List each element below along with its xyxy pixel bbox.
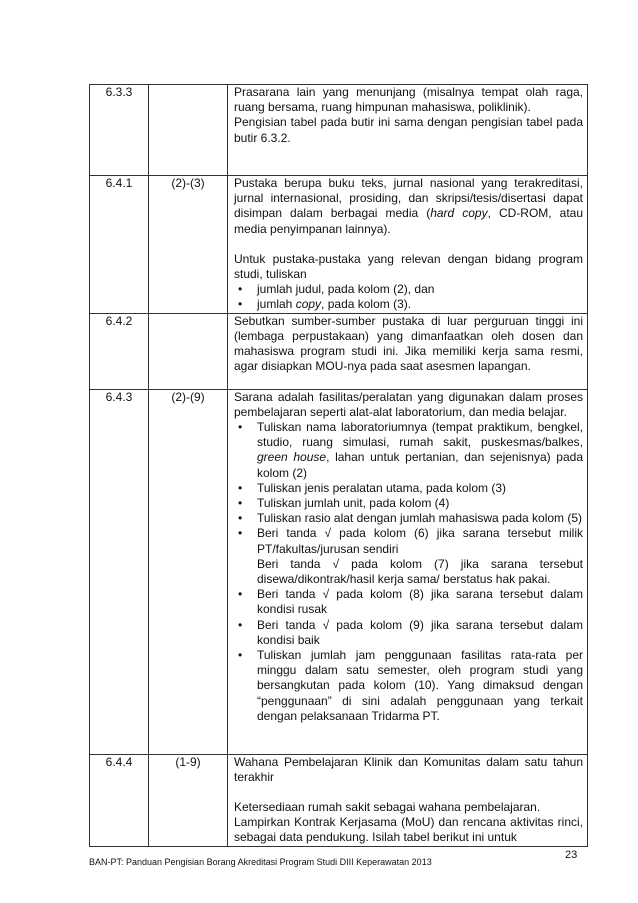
item-description bbox=[228, 754, 588, 846]
column-range: (2)-(3) bbox=[149, 176, 228, 314]
bullet-icon: • bbox=[238, 420, 243, 435]
item-code: 6.4.4 bbox=[90, 754, 149, 846]
item-code: 6.4.3 bbox=[90, 389, 149, 754]
indented-note: Beri tanda √ pada kolom (7) jika sarana tersebut disewa/dikontrak/hasil kerja sama/ berstatus hak pakai. bbox=[257, 556, 583, 587]
table-row bbox=[90, 754, 588, 846]
page-number: 23 bbox=[565, 849, 578, 861]
item-description bbox=[228, 85, 588, 176]
item-description bbox=[228, 389, 588, 754]
table-row bbox=[90, 85, 588, 176]
paragraph: Pustaka berupa buku teks, jurnal nasional yang terakreditasi, jurnal internasional, prosiding, dan skripsi/tesis/disertasi dapat disimpan dalam berbagai media (hard copy, CD-ROM, atau media penyimpanan lainnya). bbox=[234, 176, 584, 236]
paragraph: Wahana Pembelajaran Klinik dan Komunitas dalam satu tahun terakhir bbox=[234, 754, 583, 784]
column-range: (1-9) bbox=[149, 754, 228, 846]
bullet-list bbox=[234, 420, 583, 557]
table-row bbox=[90, 389, 588, 754]
bullet-icon: • bbox=[238, 496, 243, 511]
column-range bbox=[149, 85, 228, 176]
list-item: • Tuliskan jumlah jam penggunaan fasilitas rata-rata per minggu dalam satu semester, oleh program studi yang bersangkutan pada kolom (10). Yang dimaksud dengan “penggunaan” di sini adalah penggunaan yang terkait dengan pelaksanaan Tridarma PT. bbox=[238, 648, 583, 723]
paragraph: Untuk pustaka-pustaka yang relevan dengan bidang program studi, tuliskan bbox=[234, 251, 583, 282]
bullet-icon: • bbox=[238, 587, 243, 602]
item-description bbox=[228, 313, 588, 389]
list-item: • Beri tanda √ pada kolom (6) jika sarana tersebut milik PT/fakultas/jurusan sendiri bbox=[238, 526, 583, 556]
list-item: • Tuliskan jumlah unit, pada kolom (4) bbox=[238, 496, 450, 511]
page-footer: BAN-PT: Panduan Pengisian Borang Akreditasi Program Studi DIII Keperawatan 2013 bbox=[89, 857, 432, 867]
paragraph: Lampirkan Kontrak Kerjasama (MoU) dan rencana aktivitas rinci, sebagai data pendukung. Isilah tabel berikut ini untuk bbox=[234, 815, 583, 845]
paragraph: Sarana adalah fasilitas/peralatan yang digunakan dalam proses pembelajaran seperti alat-alat laboratorium, dan media belajar. bbox=[234, 389, 583, 419]
paragraph: Pengisian tabel pada butir ini sama dengan pengisian tabel pada butir 6.3.2. bbox=[234, 115, 583, 145]
list-item: • Tuliskan rasio alat dengan jumlah mahasiswa pada kolom (5) bbox=[238, 511, 583, 526]
bullet-icon: • bbox=[238, 511, 243, 526]
paragraph: Ketersediaan rumah sakit sebagai wahana pembelajaran. bbox=[234, 800, 541, 815]
list-item: • jumlah judul, pada kolom (2), dan bbox=[238, 282, 435, 297]
paragraph: Prasarana lain yang menunjang (misalnya tempat olah raga, ruang bersama, ruang himpunan mahasiswa, poliklinik). bbox=[234, 85, 583, 115]
bullet-icon: • bbox=[238, 617, 243, 632]
list-item: • Beri tanda √ pada kolom (9) jika sarana tersebut dalam kondisi baik bbox=[238, 617, 583, 647]
list-item: • Beri tanda √ pada kolom (8) jika sarana tersebut dalam kondisi rusak bbox=[238, 587, 583, 617]
guidance-table bbox=[89, 84, 588, 847]
list-item: • jumlah copy, pada kolom (3). bbox=[238, 297, 412, 312]
item-description bbox=[228, 176, 588, 314]
column-range: (2)-(9) bbox=[149, 389, 228, 754]
item-code: 6.3.3 bbox=[90, 85, 149, 176]
item-code: 6.4.2 bbox=[90, 313, 149, 389]
bullet-icon: • bbox=[238, 648, 243, 663]
bullet-list bbox=[234, 587, 583, 724]
item-code: 6.4.1 bbox=[90, 176, 149, 314]
table-row bbox=[90, 313, 588, 389]
list-item: • Tuliskan nama laboratoriumnya (tempat praktikum, bengkel, studio, ruang simulasi, rumah sakit, puskesmas/balkes, green house, lahan untuk pertanian, dan sejenisnya) pada kolom (2) bbox=[238, 420, 583, 480]
bullet-icon: • bbox=[238, 297, 243, 312]
bullet-icon: • bbox=[238, 480, 243, 495]
table-row bbox=[90, 176, 588, 314]
bullet-icon: • bbox=[238, 526, 243, 541]
list-item: • Tuliskan jenis peralatan utama, pada kolom (3) bbox=[238, 480, 507, 495]
bullet-list bbox=[234, 282, 583, 312]
column-range bbox=[149, 313, 228, 389]
bullet-icon: • bbox=[238, 282, 243, 297]
paragraph: Sebutkan sumber-sumber pustaka di luar perguruan tinggi ini (lembaga perpustakaan) yang dimanfaatkan oleh dosen dan mahasiswa program studi ini. Jika memiliki kerja sama resmi, agar disiapkan MOU-nya pada saat asesmen lapangan. bbox=[234, 313, 583, 374]
